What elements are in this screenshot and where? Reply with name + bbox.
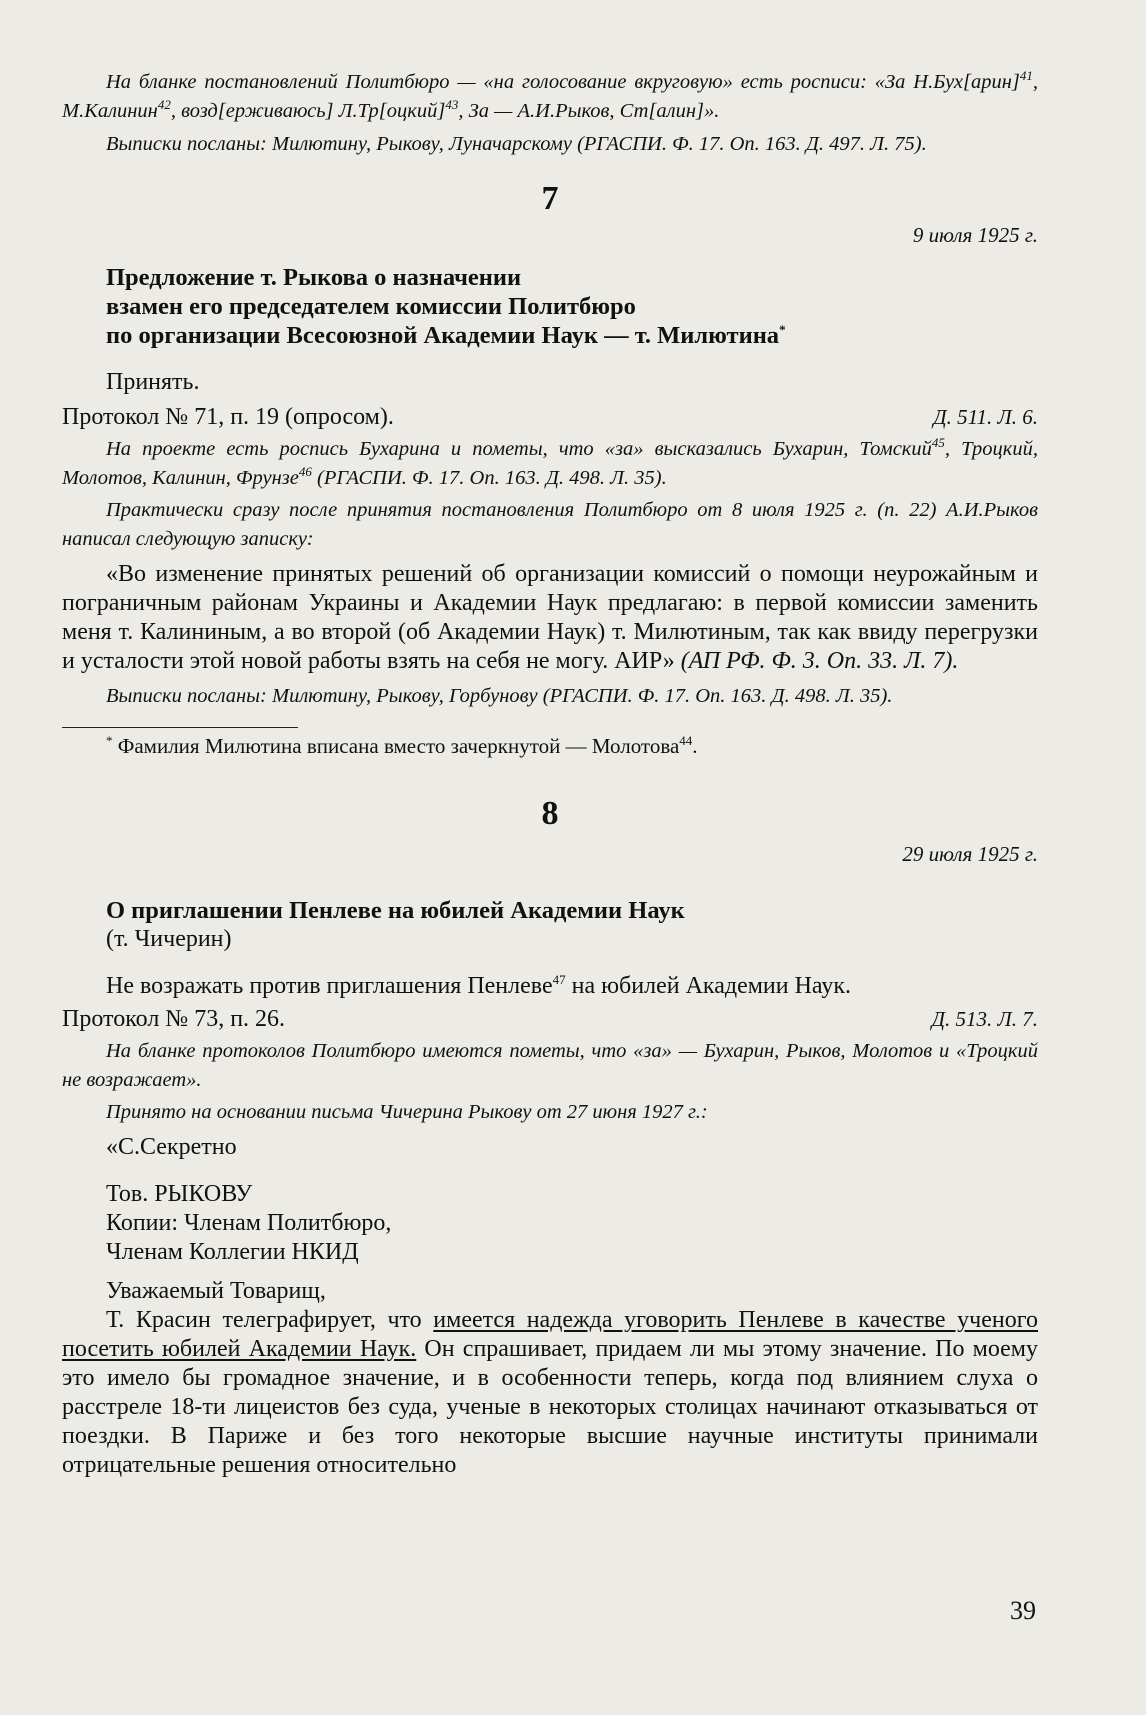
decision-text: Принять. [106, 369, 200, 395]
protocol-line-8: Протокол № 73, п. 26. Д. 513. Л. 7. [62, 1006, 1038, 1032]
document-title-8: О приглашении Пенлеве на юбилей Академии Наук (т. Чичерин) [106, 897, 685, 952]
sent-note-7: Выписки посланы: Милютину, Рыкову, Горбунову (РГАСПИ. Ф. 17. Оп. 163. Д. 498. Л. 35). [106, 685, 893, 707]
document-date-8: 29 июля 1925 г. [902, 842, 1038, 866]
context-note: Практически сразу после принятия постановления Политбюро от 8 июля 1925 г. (п. 22) А.И.Рыков написал следующую записку: [62, 499, 1038, 550]
decision-text-8: Не возражать против приглашения Пенлеве$^{47}$ на юбилей Академии Наук. [106, 972, 852, 999]
letter-body: Т. Красин телеграфирует, что имеется надежда уговорить Пенлеве в качестве ученого посетить юбилей Академии Наук. Он спрашивает, придаем ли мы этому значение. По моему это имело бы громадное значение, и в особенности теперь, когда под влиянием слуха о расстреле 18-ти лицеистов без суда, ученые в некоторых столицах начинают отказываться от поездки. В Париже и без того некоторые высшие научные институты принимали отрицательные решения относительно [62, 1307, 1038, 1478]
letter-source-note: Принято на основании письма Чичерина Рыкову от 27 июня 1927 г.: [106, 1101, 708, 1123]
copies-line-2: Членам Коллегии НКИД [106, 1239, 359, 1265]
copies-line-1: Копии: Членам Политбюро, [106, 1210, 392, 1236]
secret-stamp: «С.Секретно [106, 1134, 237, 1160]
footnote-divider [62, 727, 298, 728]
page-number: 39 [1010, 1596, 1036, 1625]
document-date-7: 9 июля 1925 г. [912, 223, 1038, 247]
draft-note: На проекте есть роспись Бухарина и пометы, что «за» высказались Бухарин, Томский$^{45}$, Троцкий, Молотов, Калинин, Фрунзе$^{46}$ (РГАСПИ. Ф. 17. Оп. 163. Д. 498. Л. 35). [62, 435, 1038, 489]
protocol-line: Протокол № 71, п. 19 (опросом). Д. 511. Л. 6. [62, 404, 1038, 430]
document-number-7: 7 [541, 180, 559, 217]
greeting: Уважаемый Товарищ, [106, 1278, 326, 1304]
signatures-note: На бланке постановлений Политбюро — «на голосование вкруговую» есть росписи: «За Н.Бух[арин]$^{41}$, М.Калинин$^{42}$, возд[ерживаюсь] Л.Тр[оцкий]$^{43}$, За — А.И.Рыков, Ст[алин]». [62, 68, 1038, 122]
sent-note: Выписки посланы: Милютину, Рыкову, Луначарскому (РГАСПИ. Ф. 17. Оп. 163. Д. 497. Л. 75). [106, 133, 927, 155]
document-number-8: 8 [541, 795, 559, 832]
votes-note: На бланке протоколов Политбюро имеются пометы, что «за» — Бухарин, Рыков, Молотов и «Троцкий не возражает». [62, 1040, 1038, 1091]
footnote: * Фамилия Милютина вписана вместо зачеркнутой — Молотова$^{44}$. [106, 733, 698, 758]
document-title-7: Предложение т. Рыкова о назначении взамен его председателем комиссии Политбюро по организации Всесоюзной Академии Наук — т. Милютина* [106, 264, 786, 349]
addressee: Тов. РЫКОВУ [106, 1181, 253, 1207]
rykov-quote: «Во изменение принятых решений об организации комиссий о помощи неурожайным и пограничным районам Украины и Академии Наук предлагаю: в первой комиссии заменить меня т. Калининым, а во второй (об Академии Наук) т. Милютиным, так как ввиду перегрузки и усталости этой новой работы взять на себя не могу. АИР» (АП РФ. Ф. 3. Оп. 33. Л. 7). [62, 561, 1038, 674]
